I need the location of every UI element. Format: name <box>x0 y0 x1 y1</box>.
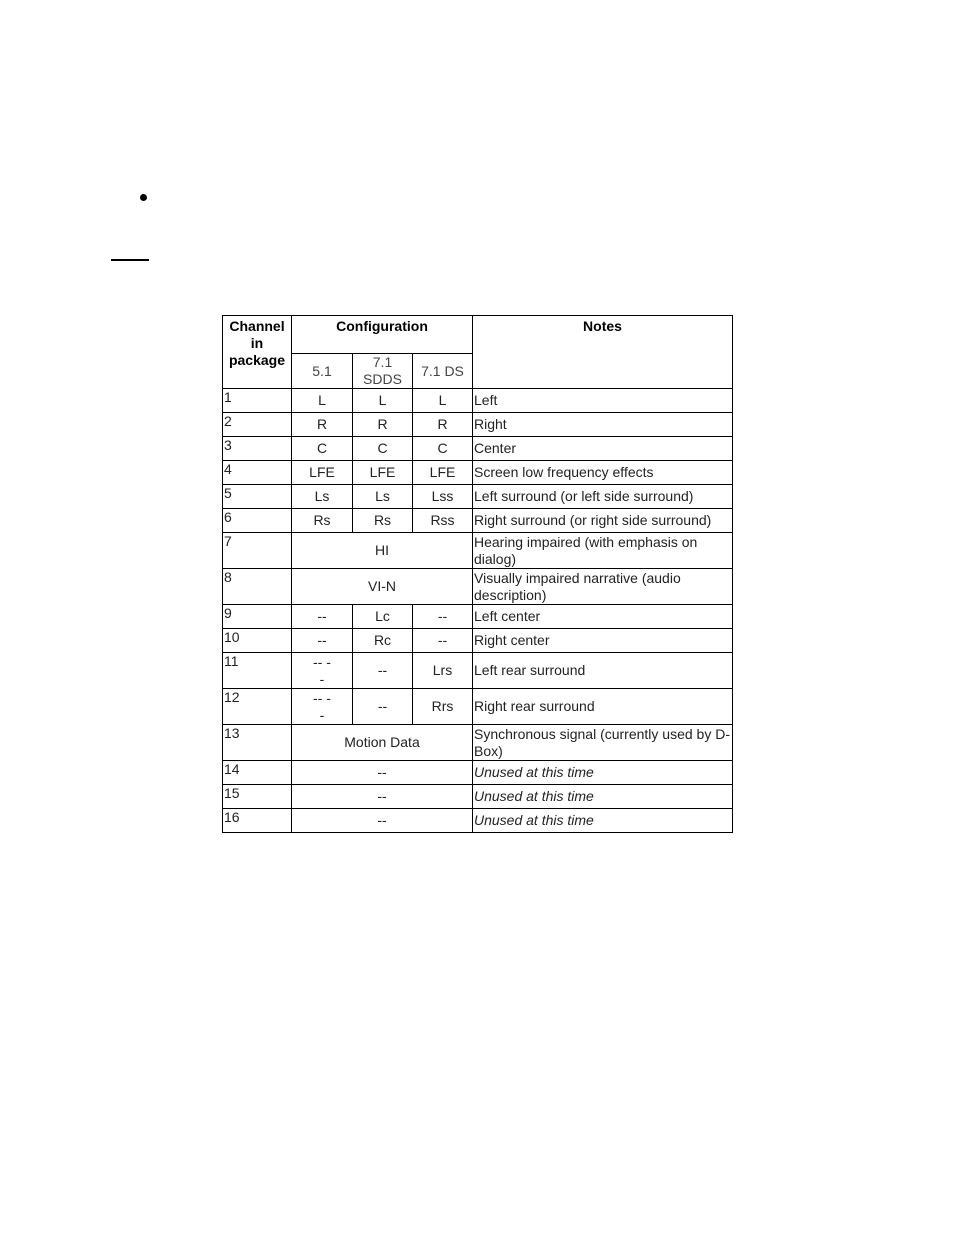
table-row <box>223 485 733 509</box>
table-row <box>223 413 733 437</box>
cell-note: Unused at this time <box>473 761 733 785</box>
table-row <box>223 461 733 485</box>
table-row <box>223 785 733 809</box>
channel-number: 8 <box>223 569 292 605</box>
channel-number: 2 <box>223 413 292 437</box>
cell-7-1-ds: L <box>413 389 473 413</box>
channel-number: 5 <box>223 485 292 509</box>
cell-note: Synchronous signal (currently used by D-Box) <box>473 725 733 761</box>
table-row <box>223 809 733 833</box>
cell-5-1: -- -- <box>292 653 353 689</box>
channel-number: 13 <box>223 725 292 761</box>
cell-note: Right center <box>473 629 733 653</box>
cell-7-1-sdds: -- <box>353 653 413 689</box>
cell-7-1-sdds: Ls <box>353 485 413 509</box>
table-row <box>223 725 733 761</box>
cell-7-1-sdds: LFE <box>353 461 413 485</box>
cell-5-1: Rs <box>292 509 353 533</box>
cell-7-1-ds: C <box>413 437 473 461</box>
config-7-1-ds: 7.1 DS <box>413 354 473 389</box>
table-row <box>223 653 733 689</box>
channel-number: 1 <box>223 389 292 413</box>
cell-5-1: R <box>292 413 353 437</box>
cell-5-1: Ls <box>292 485 353 509</box>
channel-number: 11 <box>223 653 292 689</box>
cell-5-1: L <box>292 389 353 413</box>
table-row <box>223 761 733 785</box>
table-row <box>223 533 733 569</box>
cell-all-configs: Motion Data <box>292 725 473 761</box>
cell-7-1-ds: Rrs <box>413 689 473 725</box>
cell-all-configs: -- <box>292 809 473 833</box>
underline-rule <box>111 259 149 261</box>
config-7-1-sdds: 7.1 SDDS <box>353 354 413 389</box>
cell-note: Center <box>473 437 733 461</box>
cell-note: Right <box>473 413 733 437</box>
cell-5-1: C <box>292 437 353 461</box>
cell-5-1: LFE <box>292 461 353 485</box>
cell-note: Left surround (or left side surround) <box>473 485 733 509</box>
table-row <box>223 437 733 461</box>
cell-7-1-ds: Rss <box>413 509 473 533</box>
table-row <box>223 569 733 605</box>
header-notes: Notes <box>473 316 733 389</box>
cell-7-1-ds: R <box>413 413 473 437</box>
cell-7-1-sdds: Rc <box>353 629 413 653</box>
cell-note: Right surround (or right side surround) <box>473 509 733 533</box>
table-row <box>223 389 733 413</box>
channel-number: 7 <box>223 533 292 569</box>
cell-5-1: -- <box>292 629 353 653</box>
table-row <box>223 509 733 533</box>
channel-number: 3 <box>223 437 292 461</box>
channel-table <box>222 315 733 833</box>
cell-note: Left center <box>473 605 733 629</box>
channel-number: 14 <box>223 761 292 785</box>
cell-note: Left <box>473 389 733 413</box>
channel-number: 12 <box>223 689 292 725</box>
cell-note: Left rear surround <box>473 653 733 689</box>
table-row <box>223 629 733 653</box>
channel-number: 9 <box>223 605 292 629</box>
table-row <box>223 689 733 725</box>
cell-7-1-ds: Lrs <box>413 653 473 689</box>
header-channel: Channel in package <box>223 316 292 389</box>
cell-note: Screen low frequency effects <box>473 461 733 485</box>
cell-7-1-sdds: Rs <box>353 509 413 533</box>
channel-number: 4 <box>223 461 292 485</box>
cell-5-1: -- -- <box>292 689 353 725</box>
config-5-1: 5.1 <box>292 354 353 389</box>
cell-7-1-sdds: C <box>353 437 413 461</box>
channel-number: 10 <box>223 629 292 653</box>
cell-7-1-ds: -- <box>413 629 473 653</box>
cell-note: Right rear surround <box>473 689 733 725</box>
channel-number: 6 <box>223 509 292 533</box>
cell-all-configs: VI-N <box>292 569 473 605</box>
channel-number: 15 <box>223 785 292 809</box>
cell-7-1-sdds: L <box>353 389 413 413</box>
cell-7-1-sdds: -- <box>353 689 413 725</box>
cell-5-1: -- <box>292 605 353 629</box>
bullet-point <box>140 194 147 201</box>
cell-7-1-ds: LFE <box>413 461 473 485</box>
cell-all-configs: HI <box>292 533 473 569</box>
cell-note: Hearing impaired (with emphasis on dialog) <box>473 533 733 569</box>
channel-number: 16 <box>223 809 292 833</box>
cell-7-1-sdds: Lc <box>353 605 413 629</box>
header-configuration: Configuration <box>292 316 473 354</box>
cell-all-configs: -- <box>292 761 473 785</box>
cell-note: Unused at this time <box>473 809 733 833</box>
cell-7-1-sdds: R <box>353 413 413 437</box>
cell-7-1-ds: -- <box>413 605 473 629</box>
cell-all-configs: -- <box>292 785 473 809</box>
cell-note: Unused at this time <box>473 785 733 809</box>
cell-7-1-ds: Lss <box>413 485 473 509</box>
cell-note: Visually impaired narrative (audio description) <box>473 569 733 605</box>
table-row <box>223 605 733 629</box>
